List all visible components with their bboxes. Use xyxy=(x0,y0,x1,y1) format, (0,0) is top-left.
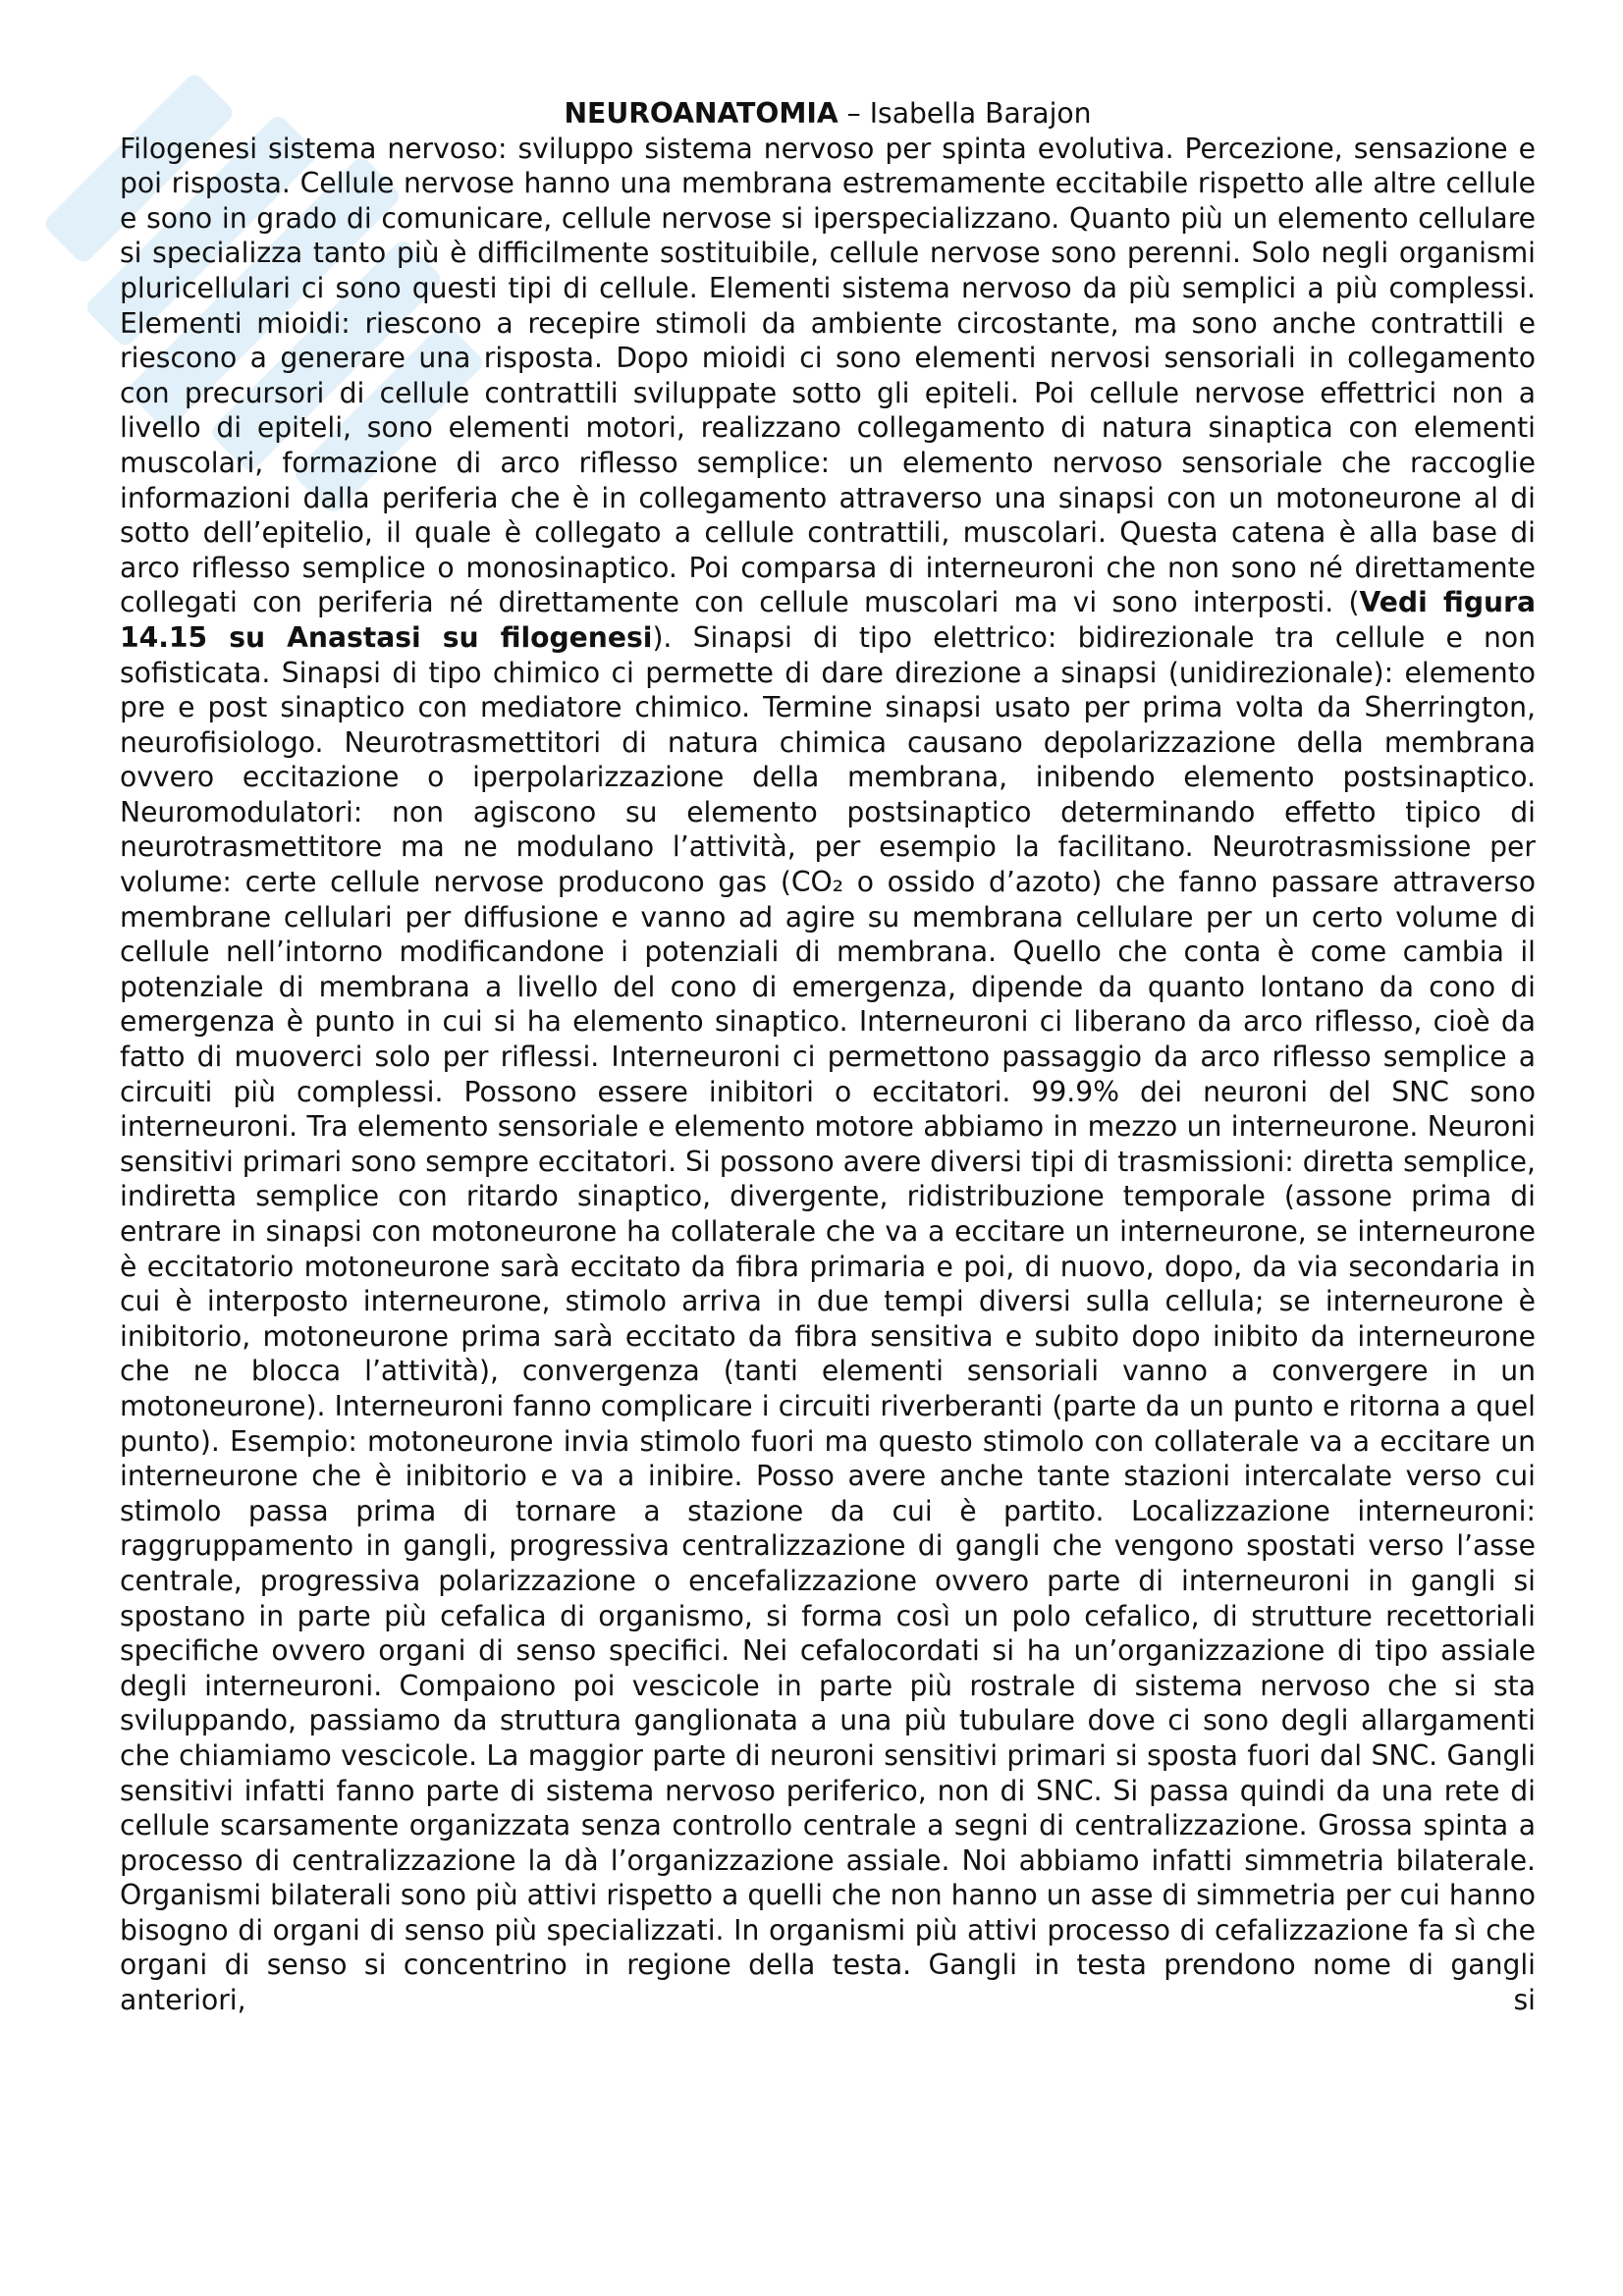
title-separator: – xyxy=(838,97,870,130)
figure-reference: Vedi figura 14.15 su Anastasi su filogenesi xyxy=(120,586,1536,654)
body-text-part-2: ). Sinapsi di tipo elettrico: bidirezionale tra cellule e non sofisticata. Sinapsi di tipo chimico ci permette di dare direzione a sinapsi (unidirezionale): elemento pre e post sinaptico con mediatore chimico. Termine sinapsi usato per prima volta da Sherrington, neurofisiologo. Neurotrasmettitori di natura chimica causano depolarizzazione della membrana ovvero eccitazione o iperpolarizzazione della membrana, inibendo elemento postsinaptico. Neuromodulatori: non agiscono su elemento postsinaptico determinando effetto tipico di neurotrasmettitore ma ne modulano l’attività, per esempio la facilitano. Neurotrasmissione per volume: certe cellule nervose producono gas (CO₂ o ossido d’azoto) che fanno passare attraverso membrane cellulari per diffusione e vanno ad agire su membrana cellulare per un certo volume di cellule nell’intorno modificandone i potenziali di membrana. Quello che conta è come cambia il potenziale di membrana a livello del cono di emergenza, dipende da quanto lontano da cono di emergenza è punto in cui si ha elemento sinaptico. Interneuroni ci liberano da arco riflesso, cioè da fatto di muoverci solo per riflessi. Interneuroni ci permettono passaggio da arco riflesso semplice a circuiti più complessi. Possono essere inibitori o eccitatori. 99.9% dei neuroni del SNC sono interneuroni. Tra elemento sensoriale e elemento motore abbiamo in mezzo un interneurone. Neuroni sensitivi primari sono sempre eccitatori. Si possono avere diversi tipi di trasmissioni: diretta semplice, indiretta semplice con ritardo sinaptico, divergente, ridistribuzione temporale (assone prima di entrare in sinapsi con motoneurone ha collaterale che va a eccitare un interneurone, se interneurone è eccitatorio motoneurone sarà eccitato da fibra primaria e poi, di nuovo, dopo, da via secondaria in cui è interposto interneurone, stimolo arriva in due tempi diversi sulla cellula; se interneurone è inibitorio, motoneurone prima sarà eccitato da fibra sensitiva e subito dopo inibito da interneurone che ne blocca l’attività), convergenza (tanti elementi sensoriali vanno a convergere in un motoneurone). Interneuroni fanno complicare i circuiti riverberanti (parte da un punto e ritorna a quel punto). Esempio: motoneurone invia stimolo fuori ma questo stimolo con collaterale va a eccitare un interneurone che è inibitorio e va a inibire. Posso avere anche tante stazioni intercalate verso cui stimolo passa prima di tornare a stazione da cui è partito. Localizzazione interneuroni: raggruppamento in gangli, progressiva centralizzazione di gangli che vengono spostati verso l’asse centrale, progressiva polarizzazione o encefalizzazione ovvero parte di interneuroni in gangli si spostano in parte più cefalica di organismo, si forma così un polo cefalico, di strutture recettoriali specifiche ovvero organi di senso specifici. Nei cefalocordati si ha un’organizzazione di tipo assiale degli interneuroni. Compaiono poi vescicole in parte più rostrale di sistema nervoso che si sta sviluppando, passiamo da struttura ganglionata a una più tubulare dove ci sono degli allargamenti che chiamiamo vescicole. La maggior parte di neuroni sensitivi primari si sposta fuori dal SNC. Gangli sensitivi infatti fanno parte di sistema nervoso periferico, non di SNC. Si passa quindi da una rete di cellule scarsamente organizzata senza controllo centrale a segni di centralizzazione. Grossa spinta a processo di centralizzazione la dà l’organizzazione assiale. Noi abbiamo infatti simmetria bilaterale. Organismi bilaterali sono più attivi rispetto a quelli che non hanno un asse di simmetria per cui hanno bisogno di organi di senso più specializzati. In organismi più attivi processo di cefalizzazione fa sì che organi di senso si concentrino in regione della testa. Gangli in testa prendono nome di gangli anteriori, si xyxy=(120,620,1537,2017)
document-title-line xyxy=(120,96,1536,132)
document-title: NEUROANATOMIA xyxy=(564,97,839,130)
document-page xyxy=(120,96,1536,2018)
document-body xyxy=(120,132,1536,2018)
body-text-part-1: Filogenesi sistema nervoso: sviluppo sistema nervoso per spinta evolutiva. Percezione, sensazione e poi risposta. Cellule nervose hanno una membrana estremamente eccitabile rispetto alle altre cellule e sono in grado di comunicare, cellule nervose si iperspecializzano. Quanto più un elemento cellulare si specializza tanto più è difficilmente sostituibile, cellule nervose sono perenni. Solo negli organismi pluricellulari ci sono questi tipi di cellule. Elementi sistema nervoso da più semplici a più complessi. Elementi mioidi: riescono a recepire stimoli da ambiente circostante, ma sono anche contrattili e riescono a generare una risposta. Dopo mioidi ci sono elementi nervosi sensoriali in collegamento con precursori di cellule contrattili sviluppate sotto gli epiteli. Poi cellule nervose effettrici non a livello di epiteli, sono elementi motori, realizzano collegamento di natura sinaptica con elementi muscolari, formazione di arco riflesso semplice: un elemento nervoso sensoriale che raccoglie informazioni dalla periferia che è in collegamento attraverso una sinapsi con un motoneurone al di sotto dell’epitelio, il quale è collegato a cellule contrattili, muscolari. Questa catena è alla base di arco riflesso semplice o monosinaptico. Poi comparsa di interneuroni che non sono né direttamente collegati con periferia né direttamente con cellule muscolari ma vi sono interposti. ( xyxy=(120,132,1536,619)
document-author: Isabella Barajon xyxy=(869,97,1092,130)
